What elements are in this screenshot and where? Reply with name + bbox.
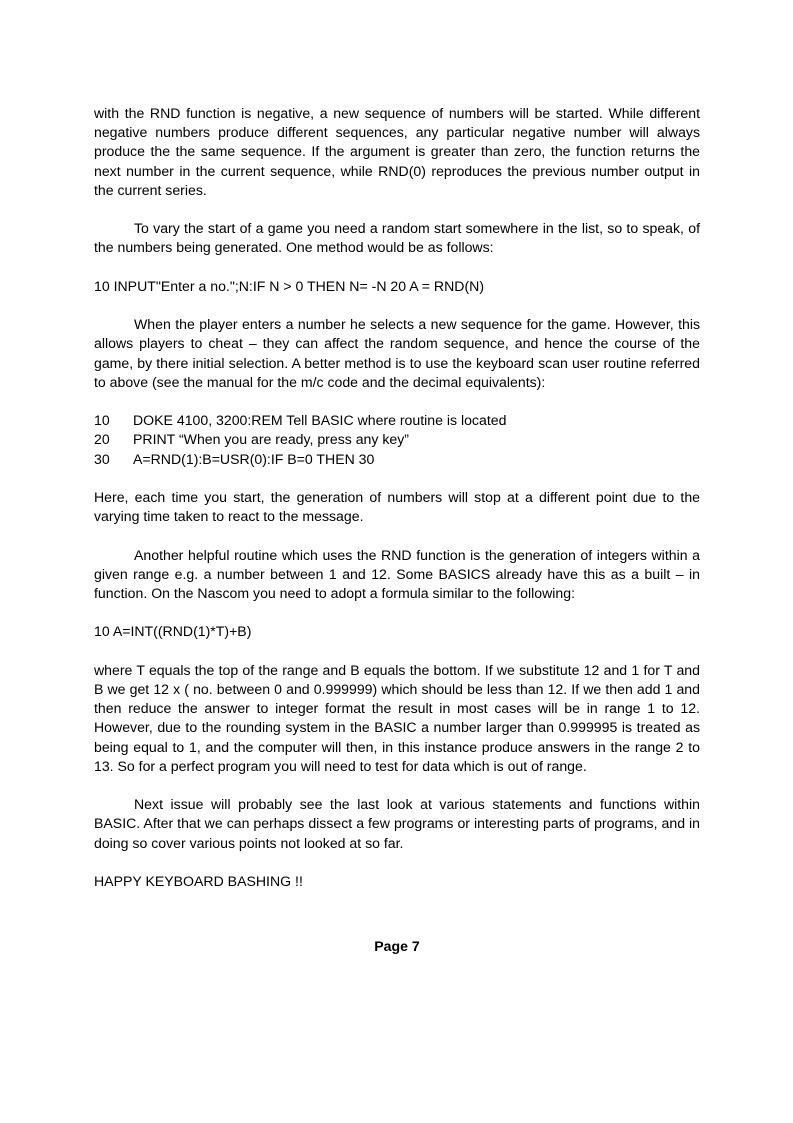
paragraph-spacer: [94, 296, 700, 315]
paragraph-spacer: [94, 526, 700, 545]
listing-line-code: PRINT “When you are ready, press any key”: [133, 431, 409, 448]
paragraph-spacer: [94, 469, 700, 488]
paragraph-spacer: [94, 603, 700, 622]
paragraph-spacer: [94, 776, 700, 795]
paragraph-rnd-negative-sequence: with the RND function is negative, a new sequence of numbers will be started. While different negative numbers produce different sequences, any particular negative number will always produce the the same sequence. If the argument is greater than zero, the function returns the next number in the current sequence, while RND(0) reproduces the previous number output in the current series.: [94, 105, 700, 198]
code-line-int-formula: 10 A=INT((RND(1)*T)+B): [94, 623, 252, 640]
listing-row: [94, 411, 700, 430]
paragraph-timing-variation: Here, each time you start, the generation of numbers will stop at a different point due to the varying time taken to react to the message.: [94, 488, 700, 525]
code-line-input-seed: 10 INPUT"Enter a no.";N:IF N > 0 THEN N= -N 20 A = RND(N): [94, 277, 485, 294]
paragraph-spacer: [94, 853, 700, 872]
paragraph-spacer: [94, 200, 700, 219]
paragraph-integer-range-routine: Another helpful routine which uses the RND function is the generation of integers within a given range e.g. a number between 1 and 12. Some BASICS already have this as a built – in function. On the Nascom you need to adopt a formula similar to the following:: [94, 546, 700, 601]
listing-line-code: A=RND(1):B=USR(0):IF B=0 THEN 30: [133, 450, 375, 467]
document-text-column: [94, 104, 700, 891]
paragraph-spacer: [94, 642, 700, 661]
listing-line-number: 10: [94, 412, 110, 429]
closing-sign-off: HAPPY KEYBOARD BASHING !!: [94, 872, 303, 889]
listing-row: [94, 450, 700, 469]
paragraph-spacer: [94, 258, 700, 277]
paragraph-vary-game-start: To vary the start of a game you need a random start somewhere in the list, so to speak, of the numbers being generated. One method would be as follows:: [94, 220, 700, 256]
listing-line-number: 20: [94, 431, 110, 448]
listing-line-number: 30: [94, 450, 110, 467]
page-number-footer: Page 7: [374, 938, 420, 954]
paragraph-spacer: [94, 392, 700, 411]
paragraph-next-issue-preview: Next issue will probably see the last look at various statements and functions within BASIC. After that we can perhaps dissect a few programs or interesting parts of programs, and in doing so cover various points not looked at so far.: [94, 796, 700, 851]
paragraph-rounding-explanation: where T equals the top of the range and B equals the bottom. If we substitute 12 and 1 for T and B we get 12 x ( no. between 0 and 0.999999) which should be less than 12. If we then add 1 and then reduce the answer to integer format the result in most cases will be in range 1 to 12. However, due to the rounding system in the BASIC a number larger than 0.999995 is treated as being equal to 1, and the computer will then, in this instance produce answers in the range 2 to 13. So for a perfect program you will need to test for data which is out of range.: [94, 661, 700, 774]
listing-line-code: DOKE 4100, 3200:REM Tell BASIC where routine is located: [133, 412, 507, 429]
basic-program-listing: [94, 411, 700, 469]
listing-row: [94, 430, 700, 449]
paragraph-player-cheat-method: When the player enters a number he selects a new sequence for the game. However, this allows players to cheat – they can affect the random sequence, and hence the course of the game, by there initial selection. A better method is to use the keyboard scan user routine referred to above (see the manual for the m/c code and the decimal equivalents):: [94, 316, 700, 390]
